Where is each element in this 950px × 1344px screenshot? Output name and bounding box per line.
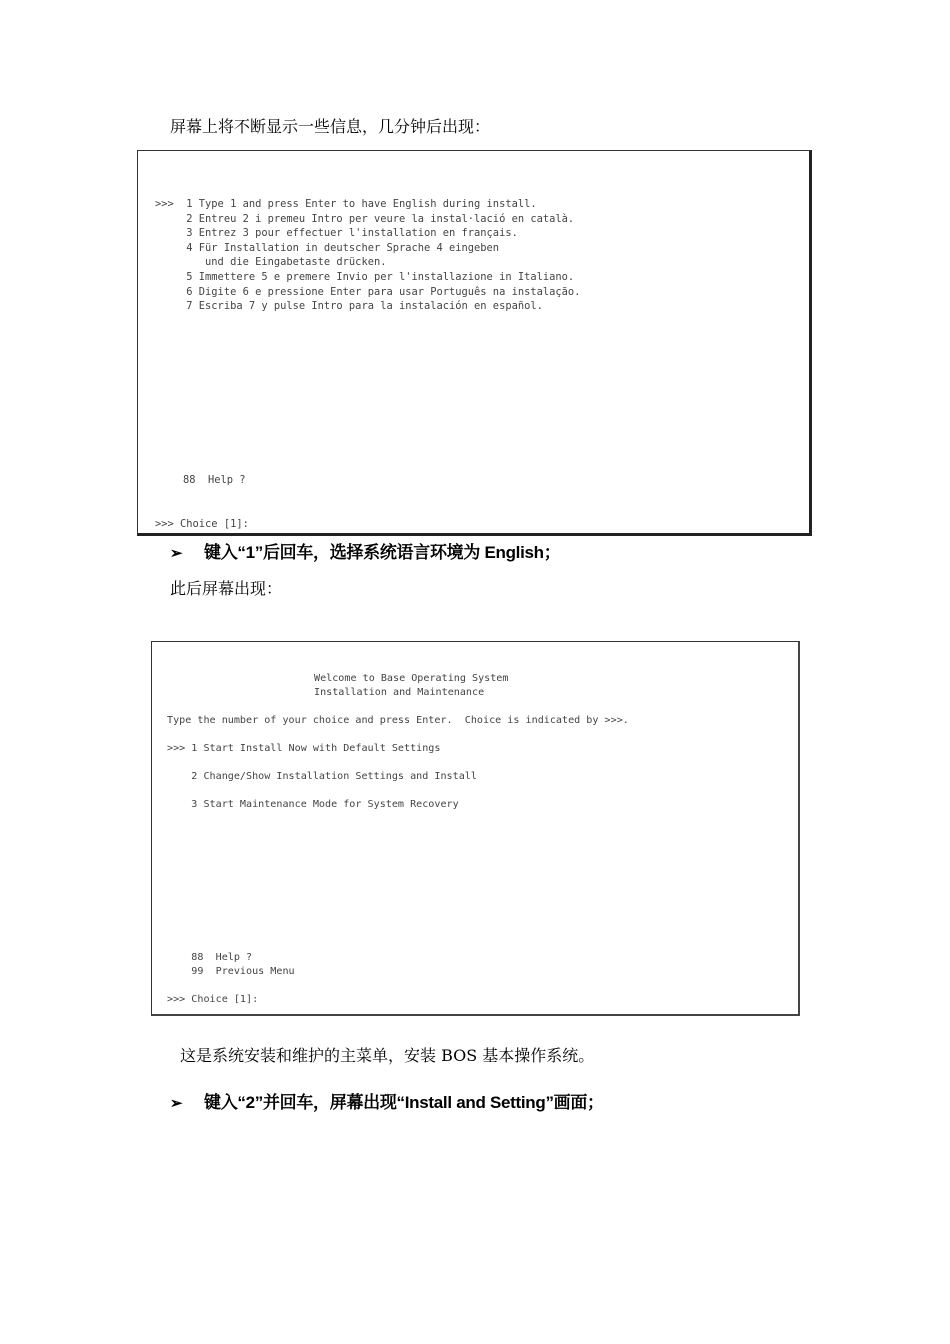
choice-prompt: >>> Choice [1]: bbox=[155, 518, 249, 530]
bullet-text: 键入“1”后回车，选择系统语言环境为 English； bbox=[204, 543, 561, 562]
bos-main-menu-screen bbox=[151, 641, 800, 1016]
menu-option-1: >>> 1 Start Install Now with Default Settings bbox=[167, 743, 441, 754]
arrow-bullet-icon: ➢ bbox=[170, 545, 183, 562]
language-options-line-5: und die Eingabetaste drücken. bbox=[155, 256, 387, 269]
language-options-line-8: 7 Escriba 7 y pulse Intro para la instalación en español. bbox=[155, 300, 543, 313]
menu-previous-option: 99 Previous Menu bbox=[167, 966, 295, 977]
menu-option-3: 3 Start Maintenance Mode for System Recovery bbox=[167, 799, 459, 810]
menu-choice-prompt: >>> Choice [1]: bbox=[167, 994, 259, 1005]
language-options-line-7: 6 Digite 6 e pressione Enter para usar Português na instalação. bbox=[155, 285, 581, 298]
menu-title-line-1: Welcome to Base Operating System bbox=[314, 673, 509, 684]
language-options-line-1: >>> 1 Type 1 and press Enter to have English during install. bbox=[155, 198, 537, 210]
bullet-instruction-1 bbox=[170, 543, 560, 564]
menu-instruction: Type the number of your choice and press Enter. Choice is indicated by >>>. bbox=[167, 715, 629, 726]
bullet-instruction-2 bbox=[170, 1093, 604, 1114]
intro-text: 屏幕上将不断显示一些信息，几分钟后出现： bbox=[170, 117, 491, 136]
after-text: 此后屏幕出现： bbox=[170, 579, 283, 598]
language-options-line-4: 4 Für Installation in deutscher Sprache 4 eingeben bbox=[155, 241, 500, 254]
menu-help-option: 88 Help ? bbox=[167, 952, 253, 963]
language-options-line-6: 5 Immettere 5 e premere Invio per l'installazione in Italiano. bbox=[155, 271, 575, 283]
help-option: 88 Help ? bbox=[183, 474, 246, 486]
language-selection-screen bbox=[137, 150, 812, 536]
language-options-line-2: 2 Entreu 2 i premeu Intro per veure la instal·lació en català. bbox=[155, 212, 575, 225]
description-text: 这是系统安装和维护的主菜单，安装 BOS 基本操作系统。 bbox=[180, 1046, 595, 1065]
bullet-text: 键入“2”并回车，屏幕出现“Install and Setting”画面； bbox=[204, 1093, 604, 1112]
arrow-bullet-icon: ➢ bbox=[170, 1095, 183, 1112]
menu-title-line-2: Installation and Maintenance bbox=[314, 687, 485, 698]
menu-option-2: 2 Change/Show Installation Settings and Install bbox=[167, 771, 477, 782]
language-options-line-3: 3 Entrez 3 pour effectuer l'installation en français. bbox=[155, 227, 518, 240]
